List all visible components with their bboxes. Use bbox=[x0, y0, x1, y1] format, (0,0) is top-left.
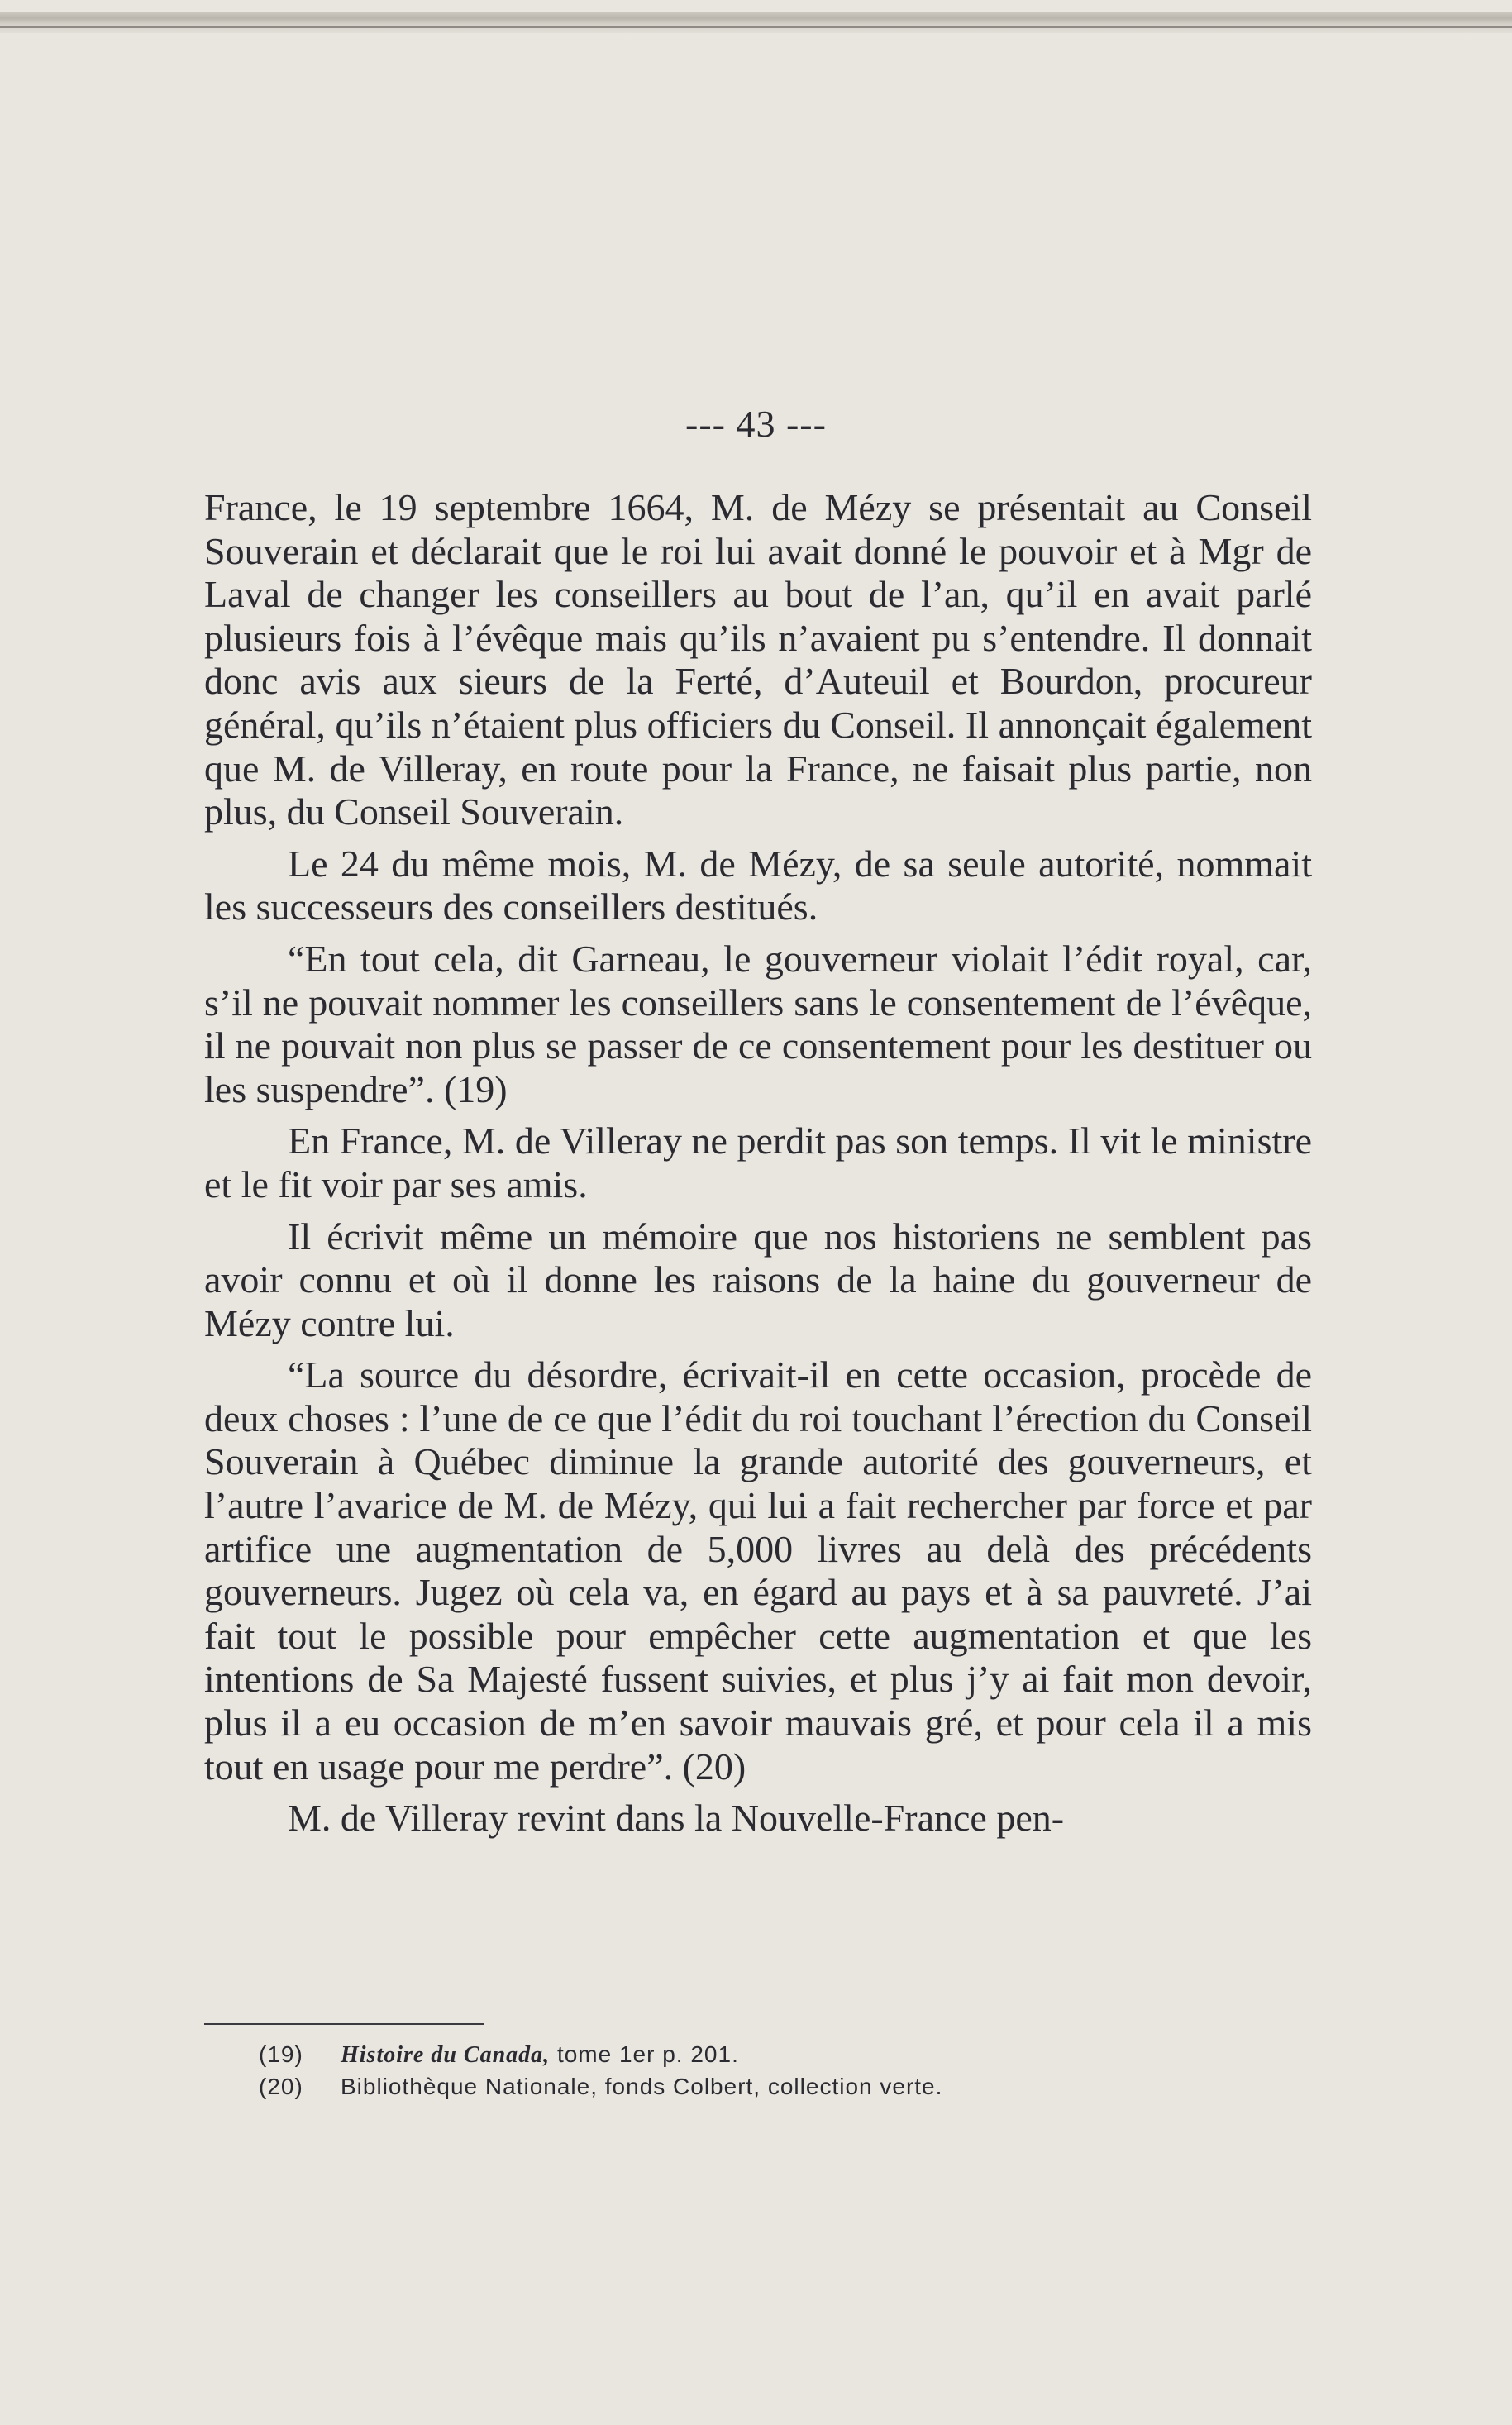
footnotes bbox=[259, 2039, 1251, 2103]
paragraph: Il écrivit même un mémoire que nos historiens ne semblent pas avoir connu et où il donne les raisons de la haine du gouverneur de Mézy contre lui. bbox=[204, 1215, 1312, 1344]
footnote-title: Histoire du Canada, bbox=[341, 2042, 551, 2068]
paragraph: “En tout cela, dit Garneau, le gouverneur violait l’édit royal, car, s’il ne pouvait nommer les conseillers sans le consentement de l’évêque, il ne pouvait non plus se passer de ce consentement pour les destituer ou les suspendre”. (19) bbox=[204, 937, 1312, 1110]
page-number: --- 43 --- bbox=[685, 403, 827, 445]
footnote bbox=[259, 2039, 1251, 2071]
footnote-separator bbox=[204, 2023, 484, 2025]
paragraph: M. de Villeray revint dans la Nouvelle-France pen- bbox=[288, 1797, 1065, 1840]
body-text bbox=[204, 486, 1312, 1849]
top-edge-line bbox=[0, 26, 1512, 28]
footnote-number: (20) bbox=[259, 2074, 303, 2099]
footnote-number: (19) bbox=[259, 2041, 303, 2067]
footnote-text: tome 1er p. 201. bbox=[550, 2041, 739, 2067]
footnote-text: Bibliothèque Nationale, fonds Colbert, collection verte. bbox=[341, 2074, 943, 2099]
paragraph: Le 24 du même mois, M. de Mézy, de sa seule autorité, nommait les successeurs des conseillers destitués. bbox=[204, 842, 1312, 928]
paragraph: France, le 19 septembre 1664, M. de Mézy se présentait au Conseil Souverain et déclarait que le roi lui avait donné le pouvoir et à Mgr de Laval de changer les conseillers au bout de l’an, qu’il en avait parlé plusieurs fois à l’évêque mais qu’ils n’avaient pu s’entendre. Il donnait donc avis aux sieurs de la Ferté, d’Auteuil et Bourdon, procureur général, qu’ils n’étaient plus officiers du Conseil. Il annonçait également que M. de Villeray, en route pour la France, ne faisait plus partie, non plus, du Conseil Souverain. bbox=[204, 486, 1312, 833]
footnote bbox=[259, 2071, 1251, 2103]
paragraph: En France, M. de Villeray ne perdit pas son temps. Il vit le ministre et le fit voir par ses amis. bbox=[204, 1119, 1312, 1205]
top-edge-band bbox=[0, 12, 1512, 33]
paragraph: “La source du désordre, écrivait-il en cette occasion, procède de deux choses : l’une de ce que l’édit du roi touchant l’érection du Conseil Souverain à Québec diminue la grande autorité des gouverneurs, et l’autre l’avarice de M. de Mézy, qui lui a fait rechercher par force et par artifice une augmentation de 5,000 livres au delà des précédents gouverneurs. Jugez où cela va, en égard au pays et à sa pauvreté. J’ai fait tout le possible pour empêcher cette augmentation et que les intentions de Sa Majesté fussent suivies, et plus j’y ai fait mon devoir, plus il a eu occasion de m’en savoir mauvais gré, et pour cela il a mis tout en usage pour me perdre”. (20) bbox=[204, 1353, 1312, 1788]
